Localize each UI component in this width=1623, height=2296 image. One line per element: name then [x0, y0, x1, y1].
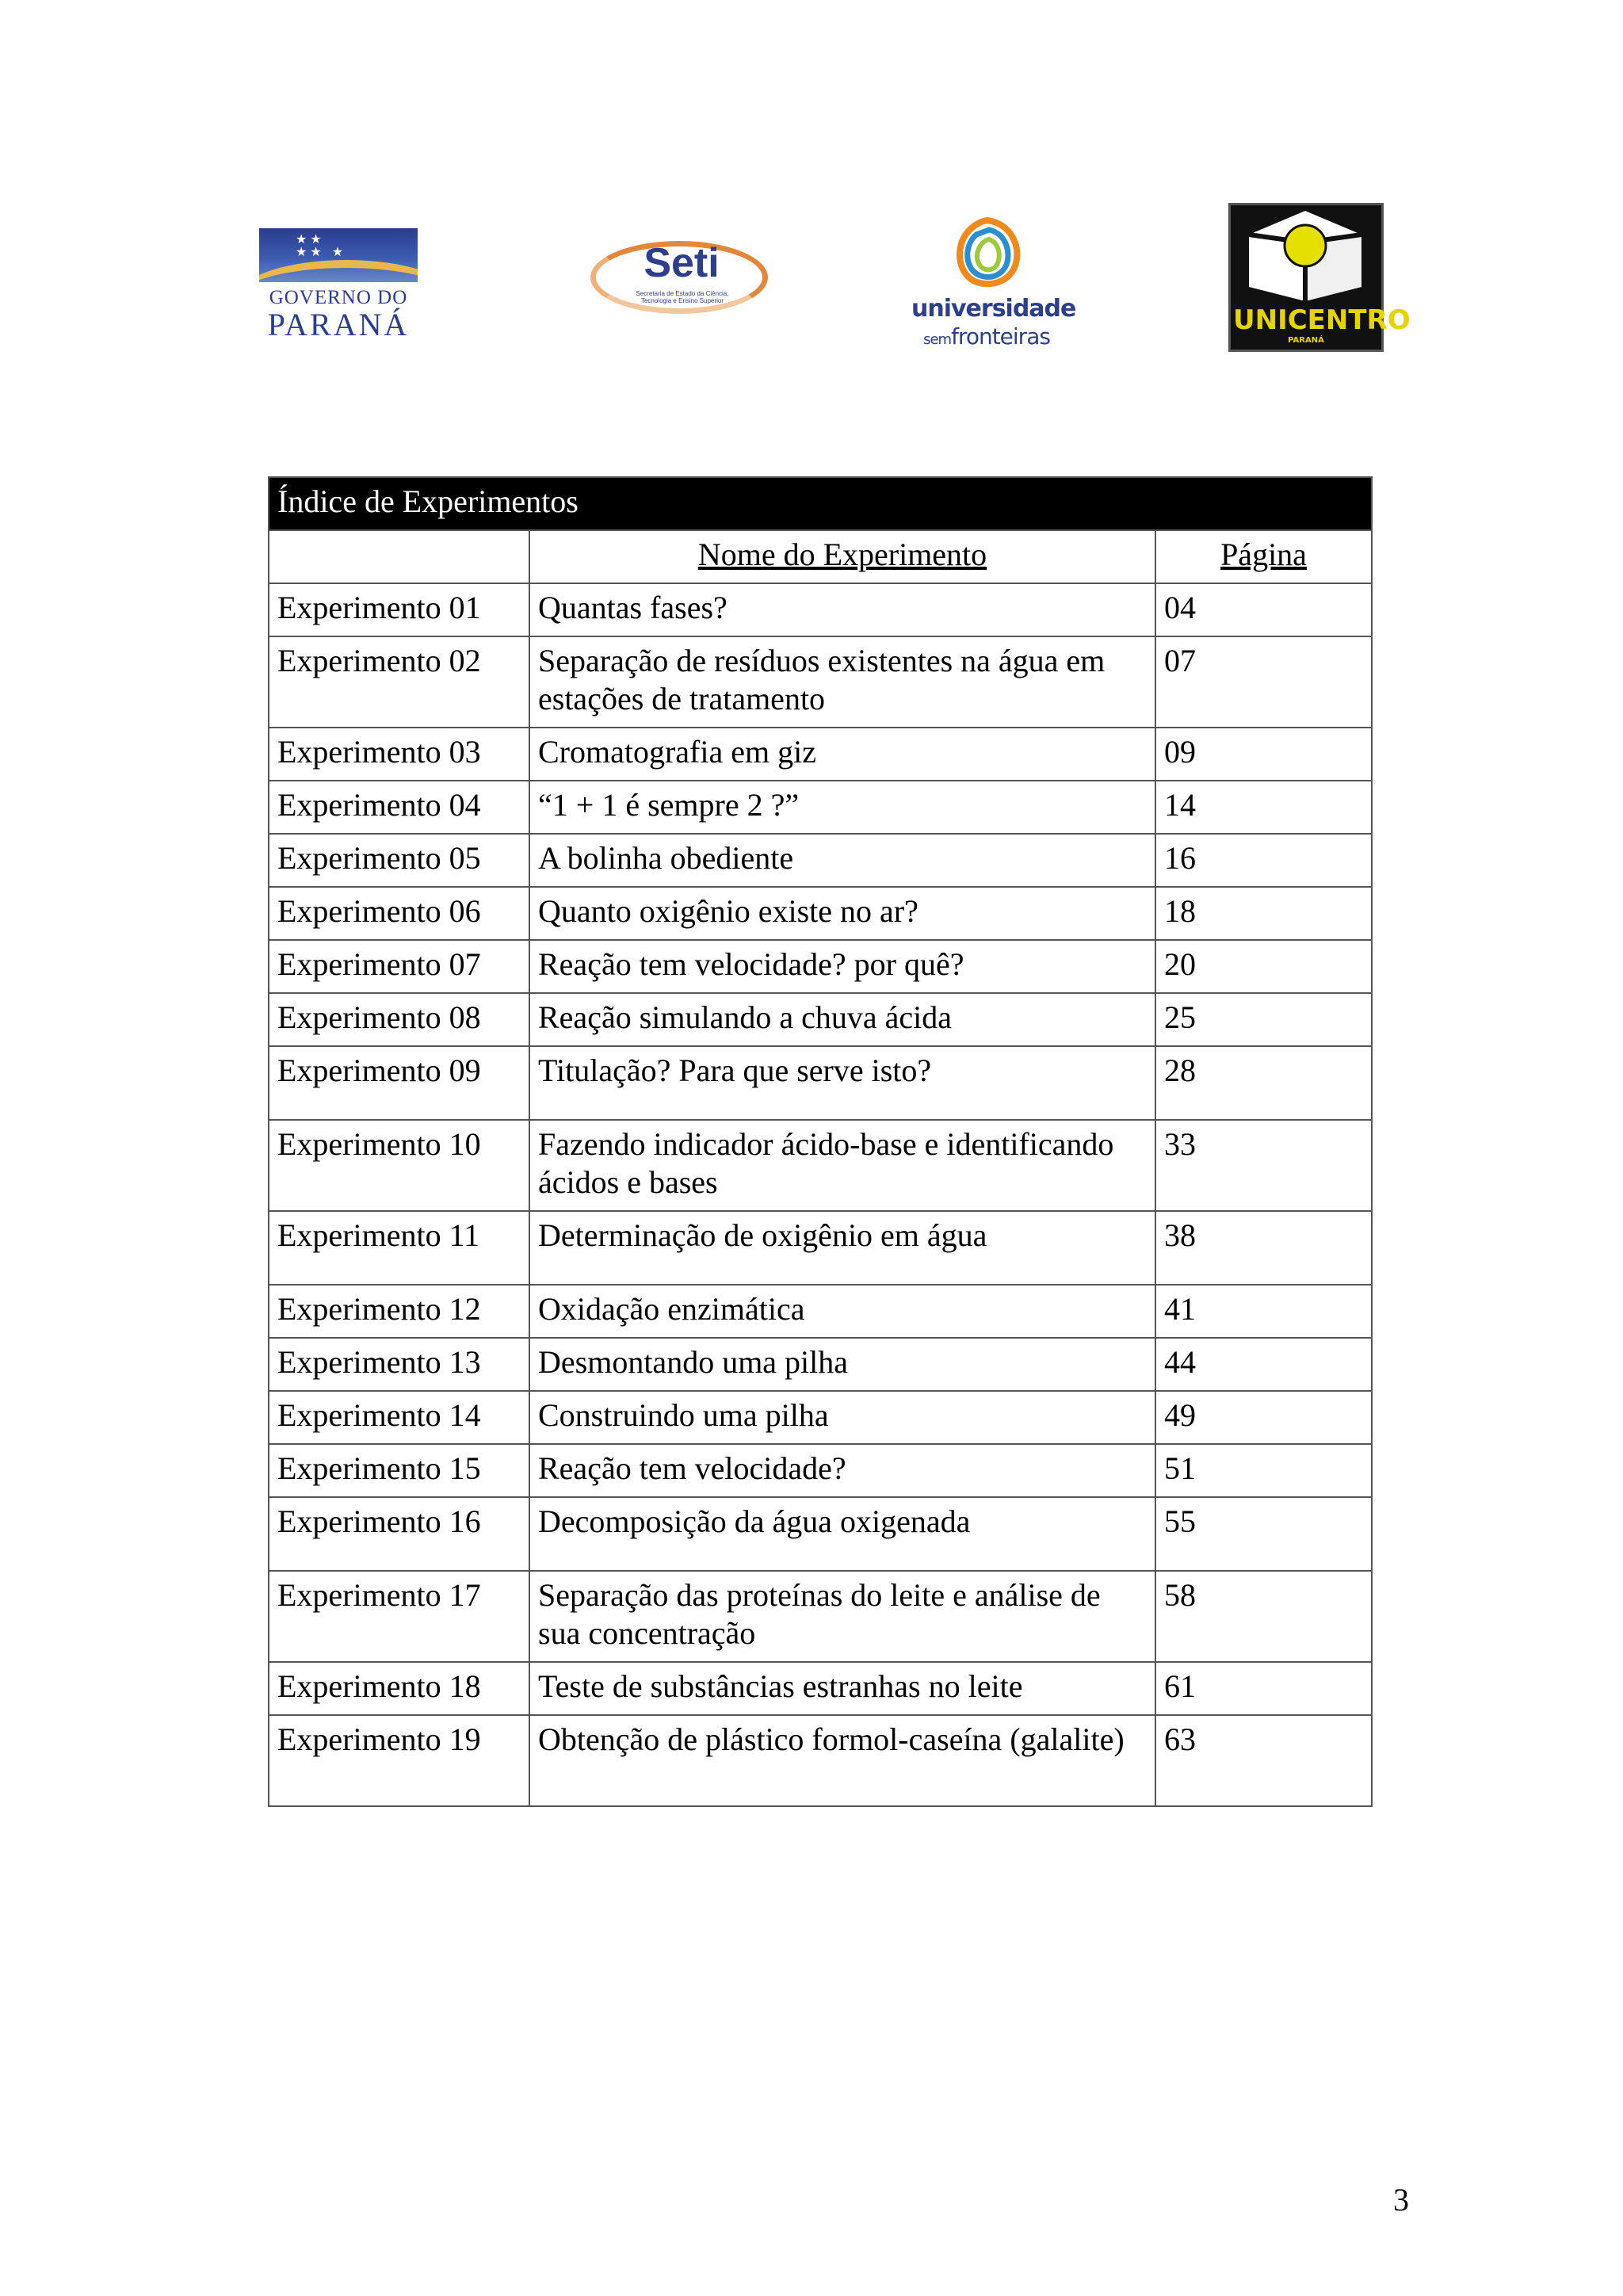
experiments-index-table — [268, 476, 1373, 1807]
experiment-name-cell: Separação das proteínas do leite e análise de sua concentração — [529, 1571, 1155, 1662]
table-row — [269, 583, 1372, 636]
table-row — [269, 1571, 1372, 1662]
experiment-page-cell: 07 — [1155, 636, 1372, 728]
table-row — [269, 1662, 1372, 1715]
experiment-page-cell: 38 — [1155, 1211, 1372, 1285]
table-title: Índice de Experimentos — [269, 477, 1372, 530]
experiment-name-cell: Reação tem velocidade? — [529, 1444, 1155, 1497]
experiment-page-cell: 14 — [1155, 781, 1372, 834]
experiment-page-cell: 33 — [1155, 1120, 1372, 1211]
unicentro-cube-icon — [1246, 208, 1365, 303]
table-row — [269, 940, 1372, 993]
experiment-name-cell: Oxidação enzimática — [529, 1285, 1155, 1338]
parana-flag-icon: ★★ ★★ ★ — [259, 228, 418, 282]
experiment-id-cell: Experimento 19 — [269, 1715, 529, 1806]
experiment-page-cell: 63 — [1155, 1715, 1372, 1806]
experiment-page-cell: 61 — [1155, 1662, 1372, 1715]
experiment-id-cell: Experimento 08 — [269, 993, 529, 1046]
experiment-name-cell: A bolinha obediente — [529, 834, 1155, 887]
governo-logo-line2: PARANÁ — [267, 307, 410, 342]
experiment-name-cell: Quanto oxigênio existe no ar? — [529, 887, 1155, 940]
experiment-page-cell: 28 — [1155, 1046, 1372, 1120]
table-title-row — [269, 477, 1372, 530]
experiment-name-cell: Desmontando uma pilha — [529, 1338, 1155, 1391]
table-row — [269, 1444, 1372, 1497]
experiment-name-cell: Separação de resíduos existentes na água em estações de tratamento — [529, 636, 1155, 728]
experiment-id-cell: Experimento 14 — [269, 1391, 529, 1444]
experiment-page-cell: 58 — [1155, 1571, 1372, 1662]
experiment-name-cell: Reação tem velocidade? por quê? — [529, 940, 1155, 993]
table-row — [269, 1338, 1372, 1391]
experiment-id-cell: Experimento 16 — [269, 1497, 529, 1571]
experiment-name-cell: Construindo uma pilha — [529, 1391, 1155, 1444]
experiment-id-cell: Experimento 12 — [269, 1285, 529, 1338]
experiment-id-cell: Experimento 06 — [269, 887, 529, 940]
table-row — [269, 887, 1372, 940]
experiment-name-cell: Teste de substâncias estranhas no leite — [529, 1662, 1155, 1715]
experiment-id-cell: Experimento 15 — [269, 1444, 529, 1497]
experiment-page-cell: 04 — [1155, 583, 1372, 636]
experiment-name-cell: Reação simulando a chuva ácida — [529, 993, 1155, 1046]
column-header-empty — [269, 530, 529, 583]
table-row — [269, 636, 1372, 728]
experiment-page-cell: 41 — [1155, 1285, 1372, 1338]
experiment-id-cell: Experimento 02 — [269, 636, 529, 728]
unicentro-logo — [1228, 203, 1411, 352]
usf-rings-icon — [949, 216, 1025, 292]
column-header-row — [269, 530, 1372, 583]
experiment-page-cell: 20 — [1155, 940, 1372, 993]
table-row — [269, 781, 1372, 834]
experiment-page-cell: 25 — [1155, 993, 1372, 1046]
experiment-page-cell: 55 — [1155, 1497, 1372, 1571]
experiment-page-cell: 18 — [1155, 887, 1372, 940]
usf-logo-sem: sem — [923, 331, 952, 348]
usf-logo-fronteiras: fronteiras — [951, 323, 1050, 350]
table-row — [269, 1120, 1372, 1211]
experiment-name-cell: Cromatografia em giz — [529, 728, 1155, 781]
experiment-id-cell: Experimento 10 — [269, 1120, 529, 1211]
table-row — [269, 1715, 1372, 1806]
experiment-name-cell: Quantas fases? — [529, 583, 1155, 636]
experiment-id-cell: Experimento 04 — [269, 781, 529, 834]
experiment-name-cell: Determinação de oxigênio em água — [529, 1211, 1155, 1285]
experiment-id-cell: Experimento 03 — [269, 728, 529, 781]
table-row — [269, 834, 1372, 887]
experiment-page-cell: 49 — [1155, 1391, 1372, 1444]
table-row — [269, 1285, 1372, 1338]
experiment-id-cell: Experimento 13 — [269, 1338, 529, 1391]
seti-logo-subtitle: Secretaria de Estado da Ciência, Tecnologia e Ensino Superior — [636, 290, 729, 304]
unicentro-logo-word: UNICENTRO — [1233, 304, 1411, 336]
seti-logo — [590, 230, 773, 323]
table-row — [269, 1497, 1372, 1571]
experiment-page-cell: 16 — [1155, 834, 1372, 887]
usf-logo-line2 — [911, 323, 1062, 350]
experiment-name-cell: “1 + 1 é sempre 2 ?” — [529, 781, 1155, 834]
experiment-id-cell: Experimento 07 — [269, 940, 529, 993]
table-row — [269, 993, 1372, 1046]
experiment-id-cell: Experimento 05 — [269, 834, 529, 887]
experiment-id-cell: Experimento 17 — [269, 1571, 529, 1662]
page-number: 3 — [1393, 2182, 1409, 2218]
experiment-name-cell: Fazendo indicador ácido-base e identificando ácidos e bases — [529, 1120, 1155, 1211]
table-row — [269, 1391, 1372, 1444]
governo-parana-logo — [259, 228, 418, 342]
experiment-id-cell: Experimento 09 — [269, 1046, 529, 1120]
usf-logo-line1: universidade — [911, 295, 1076, 323]
experiment-page-cell: 09 — [1155, 728, 1372, 781]
experiment-id-cell: Experimento 18 — [269, 1662, 529, 1715]
governo-logo-line1: GOVERNO DO — [269, 287, 408, 308]
experiment-name-cell: Obtenção de plástico formol-caseína (galalite) — [529, 1715, 1155, 1806]
seti-logo-word: Seti — [643, 240, 720, 286]
column-header-page: Página — [1155, 530, 1372, 583]
universidade-sem-fronteiras-logo — [911, 216, 1076, 354]
experiment-page-cell: 51 — [1155, 1444, 1372, 1497]
experiment-id-cell: Experimento 11 — [269, 1211, 529, 1285]
experiment-name-cell: Titulação? Para que serve isto? — [529, 1046, 1155, 1120]
experiment-id-cell: Experimento 01 — [269, 583, 529, 636]
experiment-page-cell: 44 — [1155, 1338, 1372, 1391]
experiment-name-cell: Decomposição da água oxigenada — [529, 1497, 1155, 1571]
table-row — [269, 728, 1372, 781]
column-header-name: Nome do Experimento — [529, 530, 1155, 583]
table-row — [269, 1046, 1372, 1120]
unicentro-logo-sub: PARANÁ — [1288, 336, 1324, 345]
table-row — [269, 1211, 1372, 1285]
